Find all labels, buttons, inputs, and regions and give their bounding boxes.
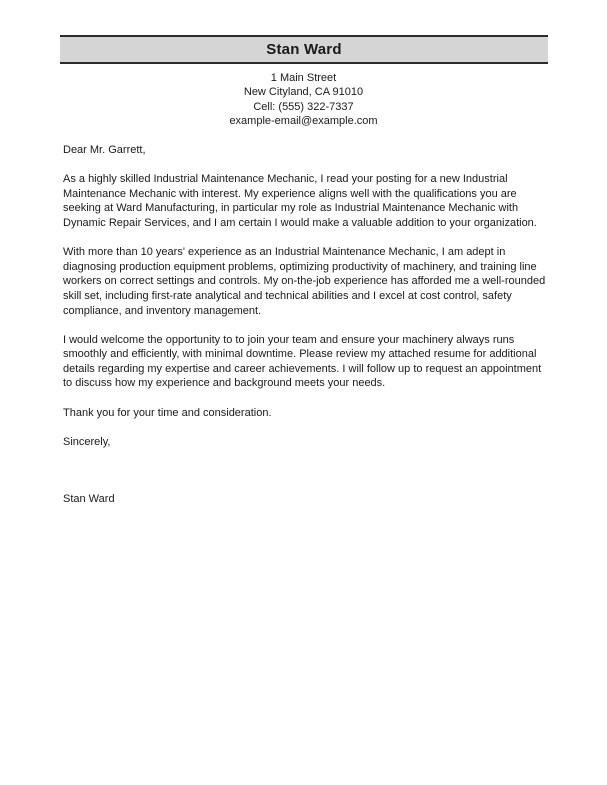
closing: Sincerely, (63, 435, 111, 448)
letter-body (63, 143, 550, 507)
contact-address-line2: New Cityland, CA 91010 (243, 86, 364, 99)
contact-phone: Cell: (555) 322-7337 (253, 100, 354, 113)
signature-name: Stan Ward (63, 493, 115, 506)
paragraph-intro: As a highly skilled Industrial Maintenance Mechanic, I read your posting for a new Industrial Maintenance Mechanic with interest. My experience aligns well with the qualifications you are seeking at Ward Manufacturing, in particular my role as Industrial Maintenance Mechanic with Dynamic Repair Services, and I am certain I would make a valuable addition to your organization. (63, 173, 537, 230)
paragraph-value: I would welcome the opportunity to to join your team and ensure your machinery always runs smoothly and efficiently, with minimal downtime. Please review my attached resume for additional details regarding my expertise and career achievements. I will follow up to request an appointment to discuss how my experience and background meets your needs. (63, 333, 542, 390)
salutation: Dear Mr. Garrett, (63, 144, 146, 157)
contact-email: example-email@example.com (229, 114, 378, 127)
contact-address-line1: 1 Main Street (270, 72, 337, 84)
paragraph-experience: With more than 10 years' experience as an Industrial Maintenance Mechanic, I am adept in diagnosing production equipment problems, optimizing productivity of machinery, and training line workers on correct settings and controls. My on-the-job experience has afforded me a well-rounded skill set, including first-rate analytical and technical abilities and I excel at cost control, safety compliance, and inventory management. (63, 246, 546, 317)
contact-info-block (0, 71, 607, 128)
applicant-name-heading: Stan Ward (266, 41, 342, 58)
header-name-bar (60, 35, 548, 64)
paragraph-thanks: Thank you for your time and consideration. (63, 406, 272, 419)
